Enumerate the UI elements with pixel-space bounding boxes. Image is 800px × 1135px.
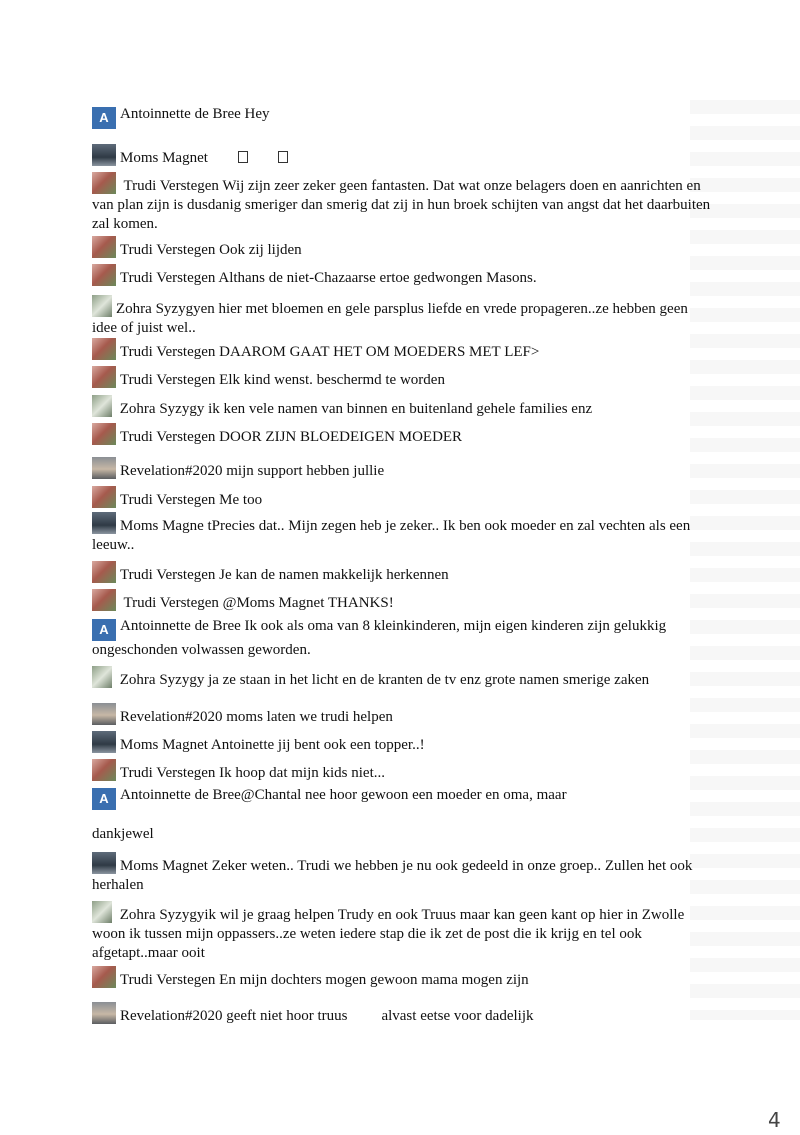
message-text: Ik ook als oma van 8 kleinkinderen, mijn eigen kinderen zijn gelukkig ongeschonden volwassen geworden. bbox=[92, 618, 667, 658]
author: Trudi Verstegen bbox=[123, 178, 219, 194]
avatar bbox=[92, 731, 116, 753]
message-text: Hey bbox=[244, 106, 270, 122]
message-text: DAAROM GAAT HET OM MOEDERS MET LEF> bbox=[219, 344, 540, 360]
avatar bbox=[92, 486, 116, 508]
avatar: A bbox=[92, 788, 116, 810]
message bbox=[92, 901, 712, 963]
message bbox=[92, 295, 712, 338]
avatar: A bbox=[92, 619, 116, 641]
message bbox=[92, 236, 712, 260]
message-text: moms laten we trudi helpen bbox=[226, 709, 393, 725]
message-text: @Moms Magnet THANKS! bbox=[222, 595, 394, 611]
author: Zohra Syzygy bbox=[119, 907, 205, 923]
message bbox=[92, 666, 712, 690]
author: Moms Magnet bbox=[120, 150, 208, 166]
avatar bbox=[92, 759, 116, 781]
avatar bbox=[92, 338, 116, 360]
author: Trudi Verstegen bbox=[120, 492, 216, 508]
message bbox=[92, 1002, 712, 1026]
message-text: dankjewel bbox=[92, 826, 154, 842]
avatar bbox=[92, 423, 116, 445]
avatar bbox=[92, 966, 116, 988]
message bbox=[92, 617, 712, 660]
message bbox=[92, 264, 712, 288]
message bbox=[92, 486, 712, 510]
page-number: 4 bbox=[768, 1108, 781, 1132]
author: Zohra Syzygyen bbox=[116, 301, 215, 317]
author: Zohra Syzygy bbox=[119, 672, 205, 688]
message-text: ik wil je graag helpen Trudy en ook Truus maar kan geen kant op hier in Zwolle woon ik tussen mijn oppassers..ze weten iedere stap die ik zet de post die ik krijg en tel ook afgetapt..maar ooit bbox=[92, 907, 685, 961]
author: Antoinnette de Bree bbox=[120, 106, 241, 122]
trailing-text: alvast eetse voor dadelijk bbox=[381, 1008, 534, 1024]
message-text: hier met bloemen en gele parsplus liefde en vrede propageren..ze hebben geen idee of juist wel.. bbox=[92, 301, 688, 336]
message-text: geeft niet hoor truus bbox=[226, 1008, 348, 1024]
avatar bbox=[92, 666, 112, 688]
message bbox=[92, 144, 712, 168]
message-text: Je kan de namen makkelijk herkennen bbox=[219, 567, 449, 583]
avatar bbox=[92, 457, 116, 479]
avatar bbox=[92, 703, 116, 725]
message-text: @Chantal nee hoor gewoon een moeder en oma, maar bbox=[240, 787, 567, 803]
message-text: ja ze staan in het licht en de kranten de tv enz grote namen smerige zaken bbox=[208, 672, 650, 688]
author: Revelation#2020 bbox=[120, 463, 223, 479]
message-text: Antoinette jij bent ook een topper..! bbox=[210, 737, 425, 753]
message-text: Me too bbox=[219, 492, 263, 508]
avatar bbox=[92, 295, 112, 317]
author: Antoinnette de Bree bbox=[120, 787, 241, 803]
avatar: A bbox=[92, 107, 116, 129]
author: Trudi Verstegen bbox=[120, 429, 216, 445]
author: Antoinnette de Bree bbox=[120, 618, 241, 634]
message bbox=[92, 457, 712, 481]
message bbox=[92, 423, 712, 447]
avatar bbox=[92, 561, 116, 583]
message bbox=[92, 105, 712, 129]
message bbox=[92, 852, 712, 895]
avatar bbox=[92, 264, 116, 286]
avatar bbox=[92, 1002, 116, 1024]
message bbox=[92, 172, 712, 234]
message bbox=[92, 366, 712, 390]
author: Trudi Verstegen bbox=[120, 242, 216, 258]
avatar bbox=[92, 395, 112, 417]
message bbox=[92, 395, 712, 419]
avatar bbox=[92, 144, 116, 166]
message-text: Ik hoop dat mijn kids niet... bbox=[219, 765, 385, 781]
message-text: Althans de niet-Chazaarse ertoe gedwongen Masons. bbox=[218, 270, 537, 286]
message bbox=[92, 759, 712, 783]
message bbox=[92, 589, 712, 613]
message bbox=[92, 786, 712, 810]
avatar bbox=[92, 512, 116, 534]
message bbox=[92, 512, 712, 555]
message-text: Wij zijn zeer zeker geen fantasten. Dat wat onze belagers doen en aanrichten en van plan zijn is dusdanig smeriger dan smerig dat zij in hun broek schijten van angst dat het daarbuiten zal komen. bbox=[92, 178, 711, 232]
message-text: tPrecies dat.. Mijn zegen heb je zeker.. Ik ben ook moeder en zal vechten als een leeuw.. bbox=[92, 518, 691, 553]
message bbox=[92, 561, 712, 585]
message bbox=[92, 731, 712, 755]
placeholder-glyph-icon bbox=[278, 151, 288, 163]
placeholder-glyph-icon bbox=[238, 151, 248, 163]
message-text: En mijn dochters mogen gewoon mama mogen zijn bbox=[219, 972, 529, 988]
author: Trudi Verstegen bbox=[120, 270, 216, 286]
message-text: DOOR ZIJN BLOEDEIGEN MOEDER bbox=[219, 429, 463, 445]
message bbox=[92, 338, 712, 362]
avatar bbox=[92, 852, 116, 874]
author: Trudi Verstegen bbox=[120, 765, 216, 781]
message bbox=[92, 703, 712, 727]
avatar bbox=[92, 901, 112, 923]
author: Revelation#2020 bbox=[120, 709, 223, 725]
author: Trudi Verstegen bbox=[120, 972, 216, 988]
author: Revelation#2020 bbox=[120, 1008, 223, 1024]
message-text: ik ken vele namen van binnen en buitenland gehele families enz bbox=[208, 401, 593, 417]
avatar bbox=[92, 366, 116, 388]
avatar bbox=[92, 236, 116, 258]
avatar bbox=[92, 172, 116, 194]
message-text: Ook zij lijden bbox=[219, 242, 302, 258]
message-text: Elk kind wenst. beschermd te worden bbox=[219, 372, 445, 388]
author: Trudi Verstegen bbox=[120, 372, 216, 388]
author: Trudi Verstegen bbox=[120, 344, 216, 360]
author: Zohra Syzygy bbox=[119, 401, 205, 417]
message-continuation bbox=[92, 825, 712, 844]
avatar bbox=[92, 589, 116, 611]
author: Moms Magne bbox=[120, 518, 204, 534]
message-text: mijn support hebben jullie bbox=[226, 463, 385, 479]
message-text: Zeker weten.. Trudi we hebben je nu ook gedeeld in onze groep.. Zullen het ook herhalen bbox=[92, 858, 693, 893]
author: Moms Magnet bbox=[120, 737, 208, 753]
author: Moms Magnet bbox=[120, 858, 208, 874]
message bbox=[92, 966, 712, 990]
author: Trudi Verstegen bbox=[120, 567, 216, 583]
author: Trudi Verstegen bbox=[123, 595, 219, 611]
